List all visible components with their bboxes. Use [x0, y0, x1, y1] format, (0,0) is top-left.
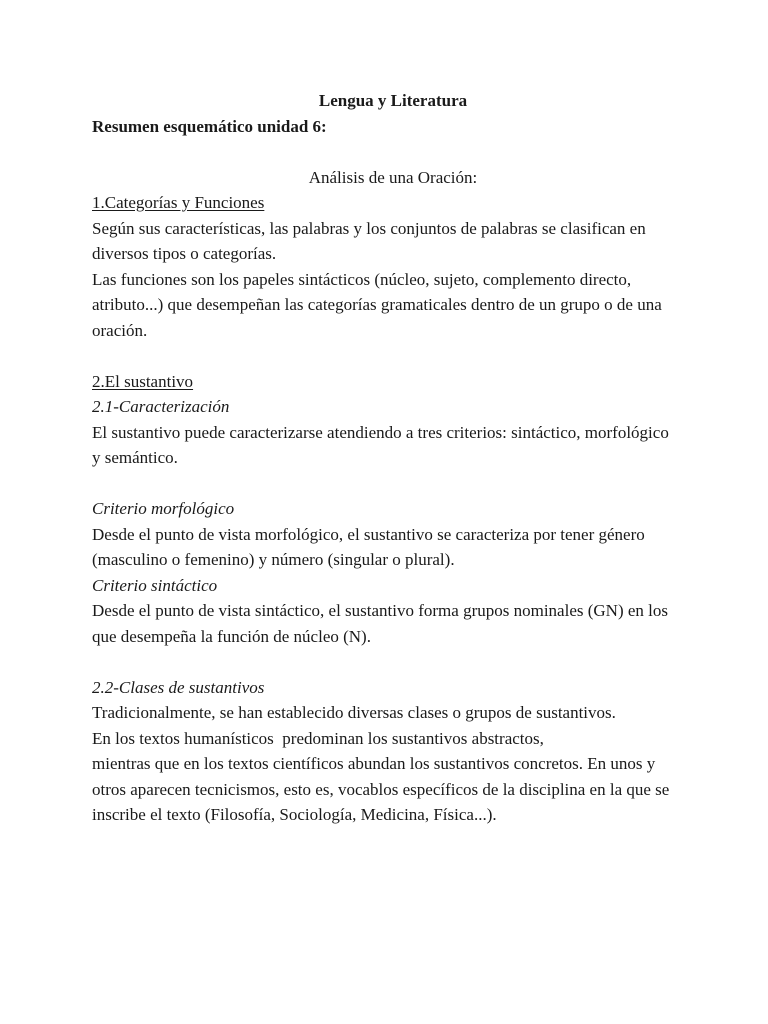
document-subtitle: Resumen esquemático unidad 6: [92, 116, 327, 136]
paragraph-line: Desde el punto de vista morfológico, el sustantivo se caracteriza por tener género [92, 524, 645, 544]
paragraph-line: Las funciones son los papeles sintácticos (núcleo, sujeto, complemento directo, [92, 269, 632, 289]
heading-sustantivo: 2.El sustantivo [92, 371, 194, 391]
blank-line [92, 139, 682, 165]
blank-line [92, 343, 682, 369]
paragraph-line: (masculino o femenino) y número (singular o plural). [92, 550, 455, 569]
paragraph-line: otros aparecen tecnicismos, esto es, vocablos específicos de la disciplina en la que se [92, 779, 670, 799]
paragraph-line: inscribe el texto (Filosofía, Sociología, Medicina, Física...). [92, 805, 497, 824]
paragraph-line: y semántico. [92, 448, 178, 467]
heading-categorias-funciones: 1.Categorías y Funciones [92, 193, 265, 212]
paragraph-line: diversos tipos o categorías. [92, 244, 277, 263]
subheading-criterio-morfologico: Criterio morfológico [92, 499, 235, 518]
document-title: Lengua y Literatura [318, 91, 468, 110]
subheading-clases-sustantivos: 2.2-Clases de sustantivos [92, 677, 265, 697]
section-title: Análisis de una Oración: [308, 167, 478, 187]
paragraph-line: El sustantivo puede caracterizarse atendiendo a tres criterios: sintáctico, morfológico [92, 422, 669, 442]
paragraph-line: En los textos humanísticos predominan los sustantivos abstractos, [92, 728, 544, 748]
paragraph-line: Desde el punto de vista sintáctico, el sustantivo forma grupos nominales (GN) en los [92, 601, 668, 620]
paragraph-line: Según sus características, las palabras y los conjuntos de palabras se clasifican en [92, 218, 646, 238]
paragraph-line: que desempeña la función de núcleo (N). [92, 626, 371, 646]
paragraph-line: Tradicionalmente, se han establecido diversas clases o grupos de sustantivos. [92, 703, 616, 722]
subheading-criterio-sintactico: Criterio sintáctico [92, 575, 218, 595]
blank-line [92, 649, 682, 675]
blank-line [92, 471, 682, 497]
subheading-caracterizacion: 2.1-Caracterización [92, 397, 230, 416]
document-body [92, 88, 682, 828]
paragraph-line: atributo...) que desempeñan las categorías gramaticales dentro de un grupo o de una [92, 295, 662, 314]
paragraph-line: oración. [92, 320, 148, 340]
paragraph-line: mientras que en los textos científicos abundan los sustantivos concretos. En unos y [92, 754, 656, 773]
